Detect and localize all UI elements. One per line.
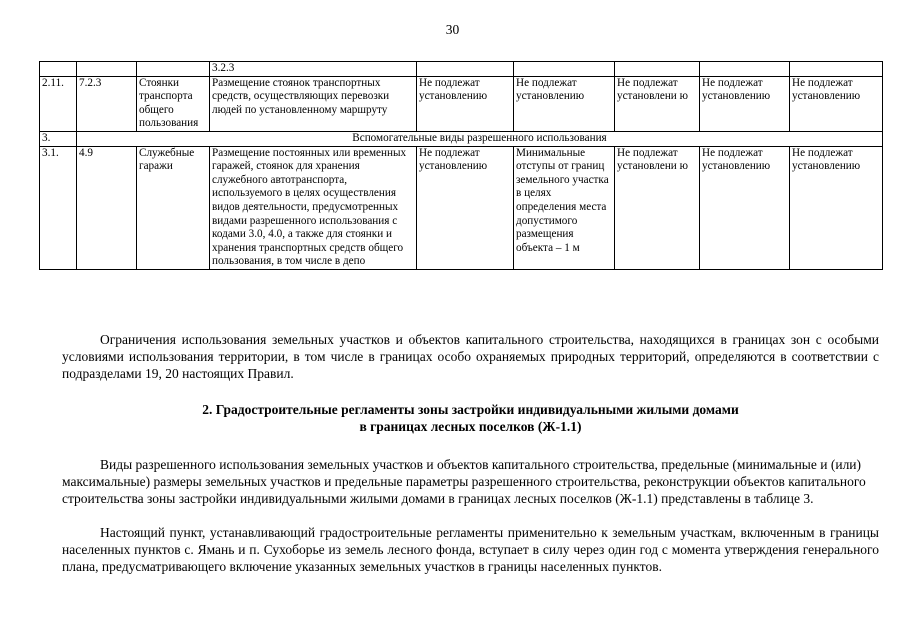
cell-empty xyxy=(417,62,514,77)
cell-parameter: Минимальные отступы от границ земельного участка в целях определения места допустимого размещения объекта – 1 м xyxy=(514,146,615,269)
cell-parameter: Не подлежат установлени ю xyxy=(615,146,700,269)
cell-number: 3. xyxy=(40,131,77,146)
cell-description: 3.2.3 xyxy=(210,62,417,77)
cell-number: 2.11. xyxy=(40,76,77,131)
restrictions-paragraph: Ограничения использования земельных участков и объектов капитального строительства, находящихся в границах зон с особыми условиями использования территории, в том числе в границах особо охраняемых природных территорий, определяются в соответствии с подразделами 19, 20 настоящих Правил. xyxy=(62,332,879,382)
body-paragraph: Виды разрешенного использования земельных участков и объектов капитального строительства, предельные (минимальные и (или) максимальные) размеры земельных участков и предельные параметры разрешенного строительства, реконструкции объектов капитального строительства зоны застройки индивидуальными жилыми домами в границах лесных поселков (Ж-1.1) представлены в таблице 3. xyxy=(62,457,866,507)
table-row-continuation xyxy=(40,62,883,77)
page-number: 30 xyxy=(445,22,460,37)
cell-parameter: Не подлежат установлению xyxy=(790,76,883,131)
cell-empty xyxy=(514,62,615,77)
cell-parameter: Не подлежат установлению xyxy=(514,76,615,131)
table-row xyxy=(40,146,883,269)
regulations-table xyxy=(39,61,883,270)
cell-parameter: Не подлежат установлению xyxy=(790,146,883,269)
cell-parameter: Не подлежат установлению xyxy=(417,146,514,269)
cell-empty xyxy=(40,62,77,77)
cell-number: 3.1. xyxy=(40,146,77,269)
table-section-row xyxy=(40,131,883,146)
cell-parameter: Не подлежат установлению xyxy=(700,146,790,269)
section-heading xyxy=(62,401,879,435)
cell-use-name: Служебные гаражи xyxy=(137,146,210,269)
cell-description: Размещение постоянных или временных гаражей, стоянок для хранения служебного автотранспорта, используемого в целях осуществления видов деятельности, предусмотренных видами разрешенного использования с кодами 3.0, 4.0, а также для стоянки и хранения транспортных средств общего пользования, в том числе в депо xyxy=(210,146,417,269)
table-row xyxy=(40,76,883,131)
section-title: Вспомогательные виды разрешенного использования xyxy=(77,131,883,146)
section-heading-line: в границах лесных поселков (Ж-1.1) xyxy=(359,419,582,435)
cell-empty xyxy=(77,62,137,77)
cell-parameter: Не подлежат установлению xyxy=(417,76,514,131)
cell-use-name: Стоянки транспорта общего пользования xyxy=(137,76,210,131)
cell-empty xyxy=(615,62,700,77)
section-heading-line: 2. Градостроительные регламенты зоны застройки индивидуальными жилыми домами xyxy=(202,402,739,417)
body-paragraph: Настоящий пункт, устанавливающий градостроительные регламенты применительно к земельным участкам, включенным в границы населенных пунктов с. Ямань и п. Сухоборье из земель лесного фонда, вступает в силу через один год с момента утверждения генерального плана, предусматривающего включение указанных земельных участков в границы населенных пунктов. xyxy=(62,525,879,575)
cell-parameter: Не подлежат установлению xyxy=(700,76,790,131)
cell-code: 4.9 xyxy=(77,146,137,269)
cell-empty xyxy=(137,62,210,77)
cell-empty xyxy=(700,62,790,77)
cell-code: 7.2.3 xyxy=(77,76,137,131)
cell-empty xyxy=(790,62,883,77)
cell-description: Размещение стоянок транспортных средств, осуществляющих перевозки людей по установленному маршруту xyxy=(210,76,417,131)
cell-parameter: Не подлежат установлени ю xyxy=(615,76,700,131)
